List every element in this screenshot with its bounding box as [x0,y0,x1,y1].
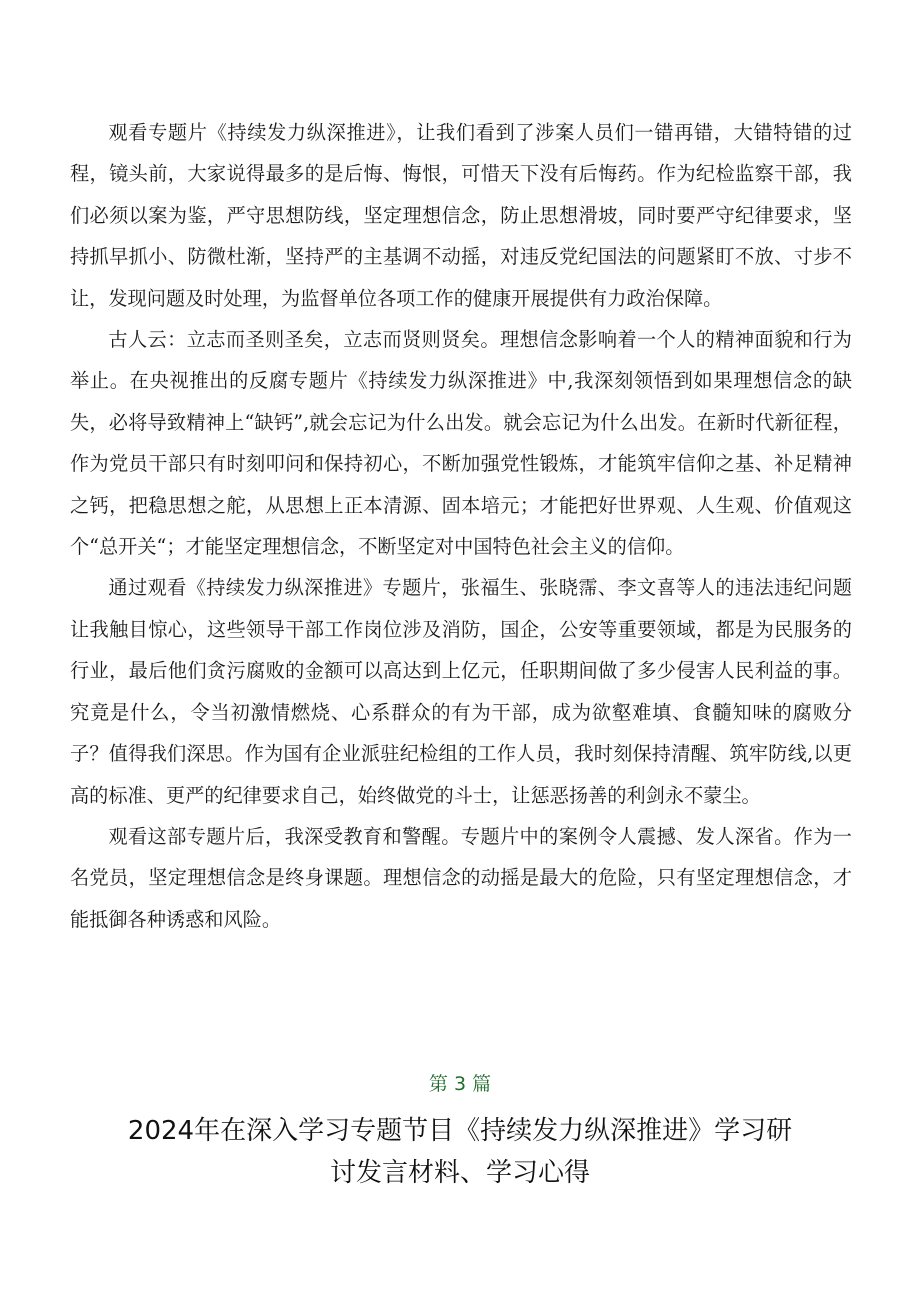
paragraph-1: 观看专题片《持续发力纵深推进》，让我们看到了涉案人员们一错再错，大错特错的过程，镜头前，大家说得最多的是后悔、悔恨，可惜天下没有后悔药。作为纪检监察干部，我们必须以案为鉴，严守思想防线，坚定理想信念，防止思想滑坡，同时要严守纪律要求，坚持抓早抓小、防微杜渐，坚持严的主基调不动摇，对违反党纪国法的问题紧盯不放、寸步不让，发现问题及时处理，为监督单位各项工作的健康开展提供有力政治保障。 [70,121,852,310]
article-title-line-1: 2024年在深入学习专题节目《持续发力纵深推进》学习研 [127,1116,793,1146]
section-label: 第 3 篇 [428,1073,492,1095]
article-title-line-2: 讨发言材料、学习心得 [329,1158,590,1188]
article-body [70,112,852,940]
paragraph-2: 古人云：立志而圣则圣矣，立志而贤则贤矣。理想信念影响着一个人的精神面貌和行为举止。在央视推出的反腐专题片《持续发力纵深推进》中,我深刻领悟到如果理想信念的缺失，必将导致精神上“缺钙”,就会忘记为什么出发。就会忘记为什么出发。在新时代新征程，作为党员干部只有时刻叩问和保持初心，不断加强党性锻炼，才能筑牢信仰之基、补足精神之钙，把稳思想之舵，从思想上正本清源、固本培元；才能把好世界观、人生观、价值观这个“总开关“；才能坚定理想信念，不断坚定对中国特色社会主义的信仰。 [70,328,852,559]
paragraph-3: 通过观看《持续发力纵深推进》专题片，张福生、张晓霈、李文喜等人的违法违纪问题让我触目惊心，这些领导干部工作岗位涉及消防，国企，公安等重要领域，都是为民服务的行业，最后他们贪污腐败的金额可以高达到上亿元，任职期间做了多少侵害人民利益的事。究竟是什么，令当初激情燃烧、心系群众的有为干部，成为欲壑难填、食髓知味的腐败分子？值得我们深思。作为国有企业派驻纪检组的工作人员，我时刻保持清醒、筑牢防线,以更高的标准、更严的纪律要求自己，始终做党的斗士，让惩恶扬善的利剑永不蒙尘。 [70,576,852,807]
paragraph-4: 观看这部专题片后，我深受教育和警醒。专题片中的案例令人震撼、发人深省。作为一名党员，坚定理想信念是终身课题。理想信念的动摇是最大的危险，只有坚定理想信念，才能抵御各种诱惑和风险。 [70,824,852,931]
article-title [100,1110,820,1194]
